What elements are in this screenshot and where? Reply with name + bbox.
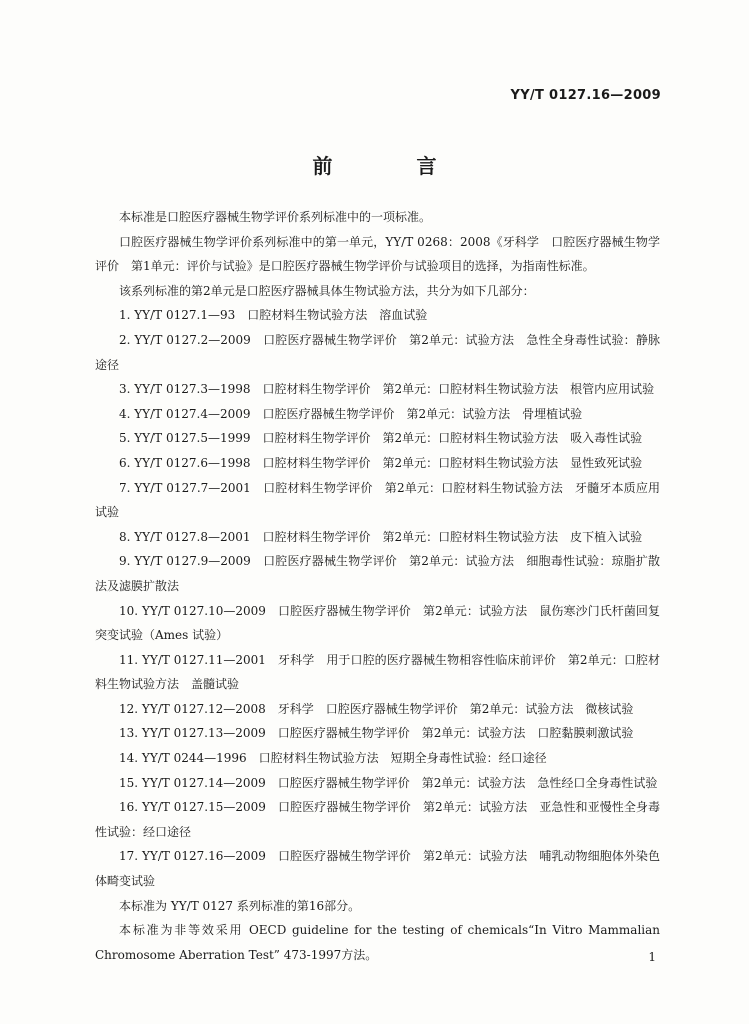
list-item: 6. YY/T 0127.6—1998 口腔材料生物学评价 第2单元：口腔材料生物试验方法 显性致死试验 [119,455,643,470]
paragraph-unit-one: 口腔医疗器械生物学评价系列标准中的第一单元，YY/T 0268：2008《牙科学 口腔医疗器械生物学评价 第1单元：评价与试验》是口腔医疗器械生物学评价与试验项目的选择，为指南性标准。 [95,234,660,274]
list-item: 4. YY/T 0127.4—2009 口腔医疗器械生物学评价 第2单元：试验方法 骨埋植试验 [119,406,583,421]
list-item: 7. YY/T 0127.7—2001 口腔材料生物学评价 第2单元：口腔材料生物试验方法 牙髓牙本质应用试验 [95,480,660,520]
list-item: 3. YY/T 0127.3—1998 口腔材料生物学评价 第2单元：口腔材料生物试验方法 根管内应用试验 [119,382,655,397]
list-item: 5. YY/T 0127.5—1999 口腔材料生物学评价 第2单元：口腔材料生物试验方法 吸入毒性试验 [119,431,643,446]
standard-number: YY/T 0127.16—2009 [510,88,661,103]
paragraph-part-note: 本标准为 YY/T 0127 系列标准的第16部分。 [119,898,361,913]
list-item: 13. YY/T 0127.13—2009 口腔医疗器械生物学评价 第2单元：试验方法 口腔黏膜刺激试验 [119,726,634,741]
list-item: 11. YY/T 0127.11—2001 牙科学 用于口腔的医疗器械生物相容性临床前评价 第2单元：口腔材料生物试验方法 盖髓试验 [95,652,660,692]
list-item: 1. YY/T 0127.1—93 口腔材料生物试验方法 溶血试验 [119,308,428,323]
page-title: 前 言 [312,154,469,178]
list-item: 8. YY/T 0127.8—2001 口腔材料生物学评价 第2单元：口腔材料生物试验方法 皮下植入试验 [119,529,643,544]
list-item: 15. YY/T 0127.14—2009 口腔医疗器械生物学评价 第2单元：试验方法 急性经口全身毒性试验 [119,775,658,790]
list-item: 2. YY/T 0127.2—2009 口腔医疗器械生物学评价 第2单元：试验方法 急性全身毒性试验：静脉途径 [95,332,660,372]
list-item: 10. YY/T 0127.10—2009 口腔医疗器械生物学评价 第2单元：试验方法 鼠伤寒沙门氏杆菌回复突变试验（Ames 试验） [95,603,660,643]
page-number: 1 [648,950,656,964]
list-item: 14. YY/T 0244—1996 口腔材料生物试验方法 短期全身毒性试验：经口途径 [119,751,547,766]
list-item: 9. YY/T 0127.9—2009 口腔医疗器械生物学评价 第2单元：试验方法 细胞毒性试验：琼脂扩散法及滤膜扩散法 [95,554,660,593]
foreword-body [95,205,660,967]
list-item: 12. YY/T 0127.12—2008 牙科学 口腔医疗器械生物学评价 第2单元：试验方法 微核试验 [119,701,634,716]
paragraph-intro: 本标准是口腔医疗器械生物学评价系列标准中的一项标准。 [119,210,432,224]
paragraph-unit-two: 该系列标准的第2单元是口腔医疗器械具体生物试验方法，共分为如下几部分： [119,283,535,298]
paragraph-oecd-note: 本标准为非等效采用 OECD guideline for the testing of chemicals“In Vitro Mammalian Chromosome Aberration Test” 473-1997方法。 [95,923,660,962]
list-item: 16. YY/T 0127.15—2009 口腔医疗器械生物学评价 第2单元：试验方法 亚急性和亚慢性全身毒性试验：经口途径 [95,800,660,839]
list-item: 17. YY/T 0127.16—2009 口腔医疗器械生物学评价 第2单元：试验方法 哺乳动物细胞体外染色体畸变试验 [95,849,660,889]
